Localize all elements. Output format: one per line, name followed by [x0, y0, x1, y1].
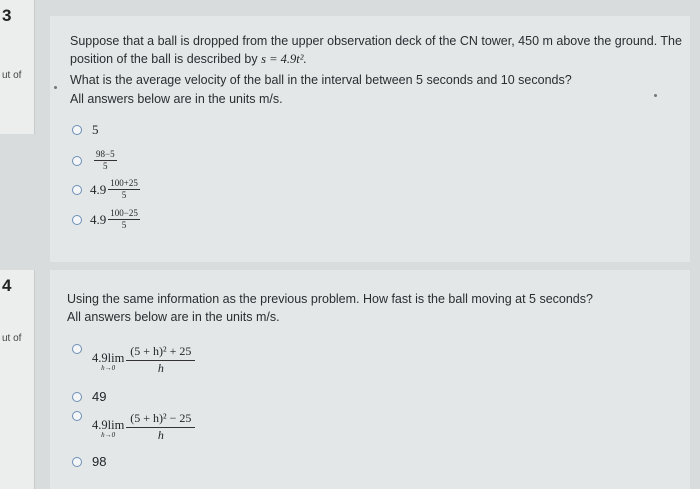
option-fraction: [108, 208, 140, 231]
question-text: [70, 32, 682, 68]
radio-button[interactable]: [72, 411, 82, 421]
answer-option-3[interactable]: [72, 409, 195, 443]
option-fraction: [126, 344, 195, 376]
radio-button[interactable]: [72, 344, 82, 354]
answer-option-2[interactable]: [72, 149, 117, 172]
answer-option-4[interactable]: [72, 454, 106, 469]
limit-expression: [92, 352, 124, 372]
units-note: All answers below are in the units m/s.: [70, 92, 283, 106]
denominator: 5: [121, 220, 127, 230]
points-label: ut of: [2, 70, 22, 81]
option-label: 5: [92, 122, 99, 137]
option-fraction: [94, 149, 117, 172]
decorative-dot: [654, 94, 657, 97]
answer-option-2[interactable]: [72, 389, 106, 404]
limit-prefix: 4.9lim: [92, 418, 125, 432]
option-label: 98: [92, 454, 107, 469]
question-text-line2-pre: position of the ball is described by: [70, 52, 262, 66]
numerator: 100+25: [110, 178, 138, 188]
answer-option-1[interactable]: [72, 342, 195, 376]
question-number: 4: [2, 276, 12, 295]
answer-option-4[interactable]: [72, 208, 140, 231]
option-fraction: [108, 178, 140, 201]
denominator: h: [157, 361, 164, 375]
answer-option-3[interactable]: [72, 178, 140, 201]
denominator: h: [157, 428, 164, 442]
limit-subscript: h→0: [101, 364, 116, 372]
option-fraction: [126, 411, 195, 443]
numerator: 98−5: [96, 149, 115, 159]
question-prompt: What is the average velocity of the ball in the interval between 5 seconds and 10 seconds?: [70, 73, 572, 87]
radio-button[interactable]: [72, 185, 82, 195]
numerator: 100−25: [110, 208, 138, 218]
option-label: 49: [92, 389, 107, 404]
question-3-panel: [50, 16, 690, 262]
radio-button[interactable]: [72, 215, 82, 225]
limit-subscript: h→0: [101, 431, 116, 439]
radio-button[interactable]: [72, 457, 82, 467]
limit-prefix: 4.9lim: [92, 351, 125, 365]
q4-sidebar: [0, 270, 35, 489]
radio-button[interactable]: [72, 392, 82, 402]
question-4-panel: [50, 270, 690, 489]
numerator: (5 + h)² − 25: [126, 411, 195, 428]
question-text-line2: [70, 50, 682, 68]
denominator: 5: [121, 190, 127, 200]
limit-expression: [92, 419, 124, 439]
decorative-dot: [54, 86, 57, 89]
units-note: All answers below are in the units m/s.: [67, 310, 280, 324]
radio-button[interactable]: [72, 125, 82, 135]
numerator: (5 + h)² + 25: [126, 344, 195, 361]
q3-sidebar: [0, 0, 35, 134]
option-prefix: 4.9: [90, 211, 107, 227]
denominator: 5: [103, 161, 108, 171]
answer-option-1[interactable]: [72, 122, 99, 138]
radio-button[interactable]: [72, 156, 82, 166]
position-formula: s = 4.9t².: [261, 52, 307, 66]
question-number: 3: [2, 6, 12, 25]
question-text-line1: Suppose that a ball is dropped from the upper observation deck of the CN tower, 450 m above the ground. The: [70, 34, 682, 48]
points-label: ut of: [2, 333, 22, 344]
question-prompt: Using the same information as the previous problem. How fast is the ball moving at 5 seconds?: [67, 292, 593, 306]
option-prefix: 4.9: [90, 181, 107, 197]
